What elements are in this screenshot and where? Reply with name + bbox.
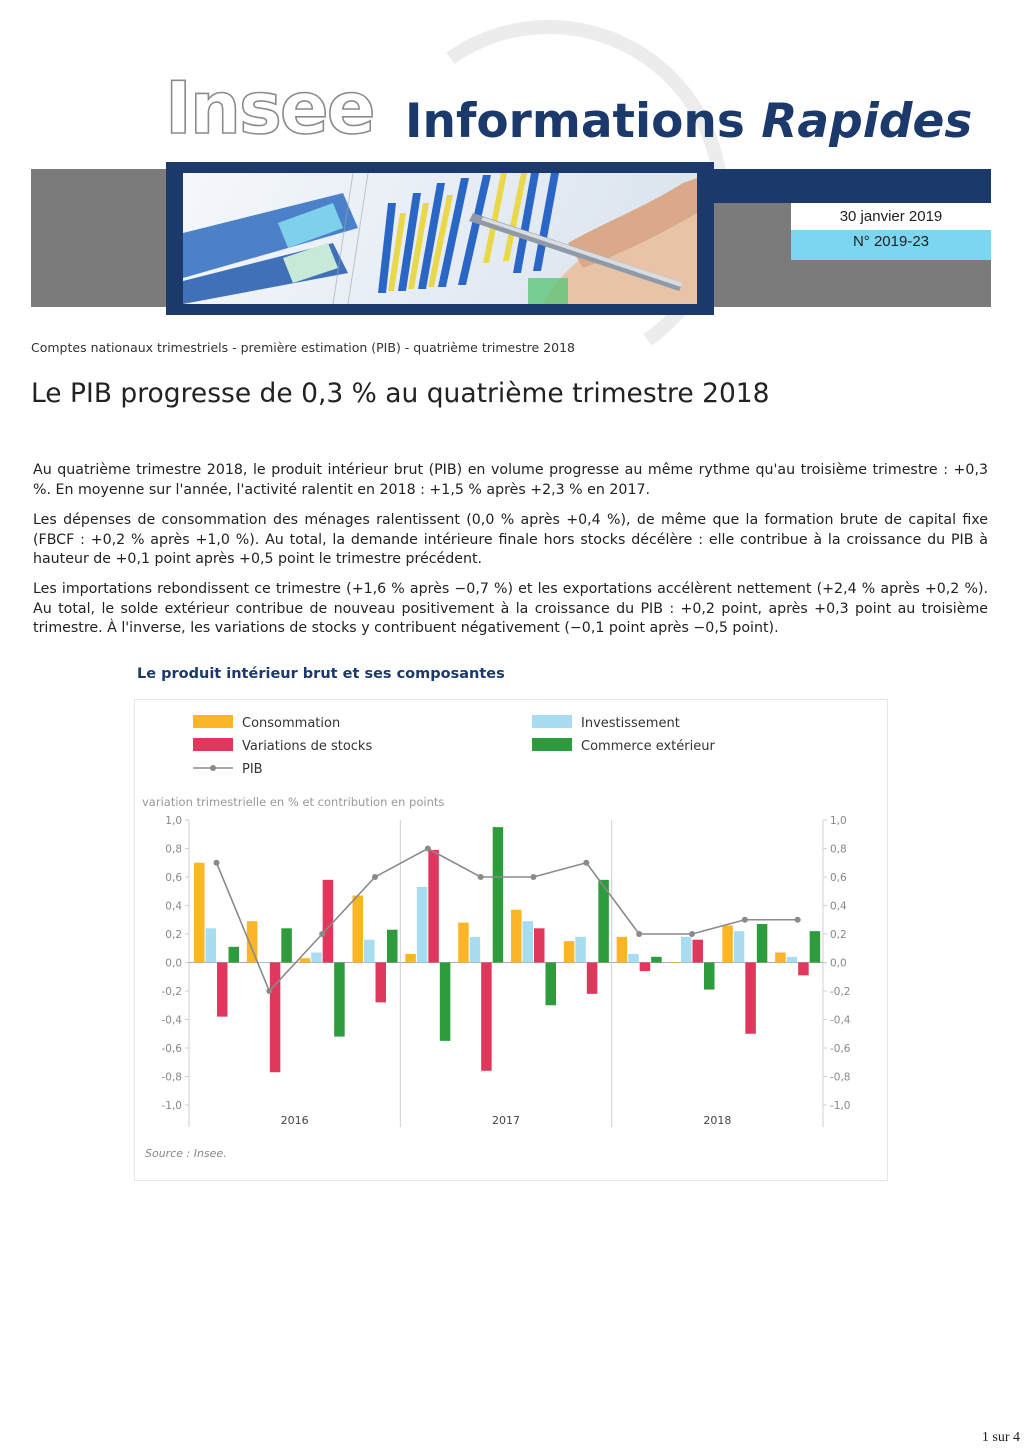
article-kicker: Comptes nationaux trimestriels - première estimation (PIB) - quatrième trimestre 2018 — [31, 340, 575, 355]
bar-investissement — [364, 940, 375, 963]
bar-investissement — [787, 957, 798, 963]
y-tick-label: 0,2 — [830, 929, 847, 941]
bar-investissement — [470, 937, 481, 963]
bar-investissement — [417, 887, 428, 963]
header-banner-accent — [712, 169, 991, 203]
bar-investissement — [628, 954, 639, 963]
y-tick-label: -0,8 — [161, 1071, 182, 1084]
y-tick-label: 0,0 — [165, 957, 182, 970]
x-tick-label: 2016 — [280, 1114, 309, 1127]
article-headline: Le PIB progresse de 0,3 % au quatrième trimestre 2018 — [31, 378, 770, 409]
bar-variations-de-stocks — [323, 880, 334, 963]
legend-swatch — [193, 738, 233, 751]
bar-variations-de-stocks — [217, 963, 228, 1017]
legend-label: Investissement — [581, 716, 680, 731]
pib-point — [636, 931, 642, 937]
bar-variations-de-stocks — [481, 963, 492, 1071]
pib-point — [266, 988, 272, 994]
y-tick-label: 0,4 — [830, 900, 847, 913]
bar-commerce-ext-rieur — [810, 931, 821, 962]
y-tick-label: -0,6 — [830, 1043, 851, 1055]
bar-variations-de-stocks — [376, 963, 387, 1003]
bar-investissement — [258, 963, 269, 964]
bar-commerce-ext-rieur — [387, 930, 398, 963]
bar-consommation — [194, 863, 205, 963]
bar-commerce-ext-rieur — [546, 963, 557, 1006]
hero-image — [183, 173, 697, 304]
x-tick-label: 2017 — [492, 1114, 520, 1127]
y-tick-label: 0,8 — [830, 843, 847, 856]
gdp-components-chart — [135, 700, 887, 1180]
bar-investissement — [575, 937, 586, 963]
article-paragraph: Les importations rebondissent ce trimestre (+1,6 % après −0,7 %) et les exportations accélèrent nettement (+2,4 % après +0,2 %). Au total, le solde extérieur contribue de nouveau positivement à la croissance du PIB : +0,2 point, après +0,3 point au troisième trimestre. À l'inverse, les variations de stocks y contribuent négativement (−0,1 point après −0,5 point). — [33, 581, 988, 636]
bar-variations-de-stocks — [693, 940, 704, 963]
page-number: 1 sur 4 — [981, 1430, 1020, 1445]
x-tick-label: 2018 — [703, 1114, 732, 1127]
pib-point — [742, 917, 748, 923]
y-tick-label: 0,0 — [830, 957, 847, 970]
legend-swatch — [532, 738, 572, 751]
legend-marker — [210, 765, 216, 771]
y-tick-label: -0,2 — [161, 986, 182, 998]
insee-logo: Insee — [165, 66, 374, 150]
y-tick-label: -0,4 — [161, 1014, 182, 1027]
bar-commerce-ext-rieur — [229, 947, 240, 963]
bar-commerce-ext-rieur — [493, 827, 504, 962]
publication-date: 30 janvier 2019 — [791, 203, 991, 230]
publication-number: N° 2019-23 — [791, 230, 991, 260]
pib-point — [583, 860, 589, 866]
bar-consommation — [670, 963, 681, 964]
article-paragraph: Au quatrième trimestre 2018, le produit intérieur brut (PIB) en volume progresse au même rythme qu'au troisième trimestre : +0,3 %. En moyenne sur l'année, l'activité ralentit en 2018 : +1,5 % après +2,3 % en 2017. — [33, 462, 988, 498]
pib-point — [531, 874, 537, 880]
bar-variations-de-stocks — [745, 963, 756, 1034]
bar-investissement — [311, 953, 322, 963]
y-tick-label: -0,6 — [161, 1043, 182, 1055]
chart-subtitle: variation trimestrielle en % et contribution en points — [142, 795, 445, 809]
pib-point — [214, 860, 220, 866]
pib-point — [425, 846, 431, 852]
bar-variations-de-stocks — [587, 963, 598, 994]
bar-variations-de-stocks — [798, 963, 809, 976]
y-tick-label: -1,0 — [161, 1100, 182, 1112]
pib-point — [689, 931, 695, 937]
bar-consommation — [775, 953, 786, 963]
pib-point — [319, 931, 325, 937]
pib-point — [478, 874, 484, 880]
legend-swatch — [532, 715, 572, 728]
bar-consommation — [353, 896, 364, 963]
bar-variations-de-stocks — [534, 928, 545, 962]
legend-label: Consommation — [242, 716, 341, 731]
article-paragraph: Les dépenses de consommation des ménages ralentissent (0,0 % après +0,4 %), de même que la formation brute de capital fixe (FBCF : +0,2 % après +1,0 %). Au total, la demande intérieure finale hors stocks décélère : elle contribue à la croissance du PIB à hauteur de +0,1 point après +0,5 point le trimestre précédent. — [33, 512, 988, 567]
bar-commerce-ext-rieur — [334, 963, 345, 1037]
y-tick-label: 1,0 — [165, 815, 182, 827]
y-tick-label: -0,4 — [830, 1014, 851, 1027]
y-tick-label: -0,8 — [830, 1071, 851, 1084]
chart-source: Source : Insee. — [145, 1147, 227, 1160]
hero-illustration — [183, 173, 697, 304]
chart-container — [134, 699, 888, 1181]
bar-commerce-ext-rieur — [757, 924, 768, 962]
publication-title — [405, 94, 973, 149]
pib-point — [795, 917, 801, 923]
bar-consommation — [458, 923, 469, 963]
bar-variations-de-stocks — [640, 963, 651, 972]
publication-title-regular: Informations — [405, 94, 762, 149]
bar-consommation — [617, 937, 628, 963]
legend-swatch — [193, 715, 233, 728]
bar-consommation — [722, 925, 733, 962]
y-tick-label: 0,6 — [165, 872, 182, 884]
bar-consommation — [300, 958, 311, 962]
y-tick-label: 1,0 — [830, 815, 847, 827]
bar-commerce-ext-rieur — [281, 928, 292, 962]
y-tick-label: 0,4 — [165, 900, 182, 913]
bar-investissement — [523, 921, 534, 962]
bar-consommation — [564, 941, 575, 962]
bar-investissement — [734, 931, 745, 962]
y-tick-label: 0,6 — [830, 872, 847, 884]
y-tick-label: 0,8 — [165, 843, 182, 856]
y-tick-label: -1,0 — [830, 1100, 851, 1112]
legend-label: Commerce extérieur — [581, 739, 715, 754]
bar-commerce-ext-rieur — [651, 957, 662, 963]
bar-investissement — [206, 928, 217, 962]
y-tick-label: 0,2 — [165, 929, 182, 941]
legend-label: PIB — [242, 762, 263, 777]
bar-investissement — [681, 937, 692, 963]
pib-point — [372, 874, 378, 880]
bar-commerce-ext-rieur — [440, 963, 451, 1041]
bar-consommation — [405, 954, 416, 963]
y-tick-label: -0,2 — [830, 986, 851, 998]
bar-consommation — [511, 910, 522, 963]
bar-commerce-ext-rieur — [704, 963, 715, 990]
legend-label: Variations de stocks — [242, 739, 373, 754]
publication-title-italic: Rapides — [761, 94, 973, 149]
bar-variations-de-stocks — [270, 963, 281, 1073]
chart-title: Le produit intérieur brut et ses composantes — [137, 666, 505, 682]
bar-variations-de-stocks — [428, 850, 439, 963]
